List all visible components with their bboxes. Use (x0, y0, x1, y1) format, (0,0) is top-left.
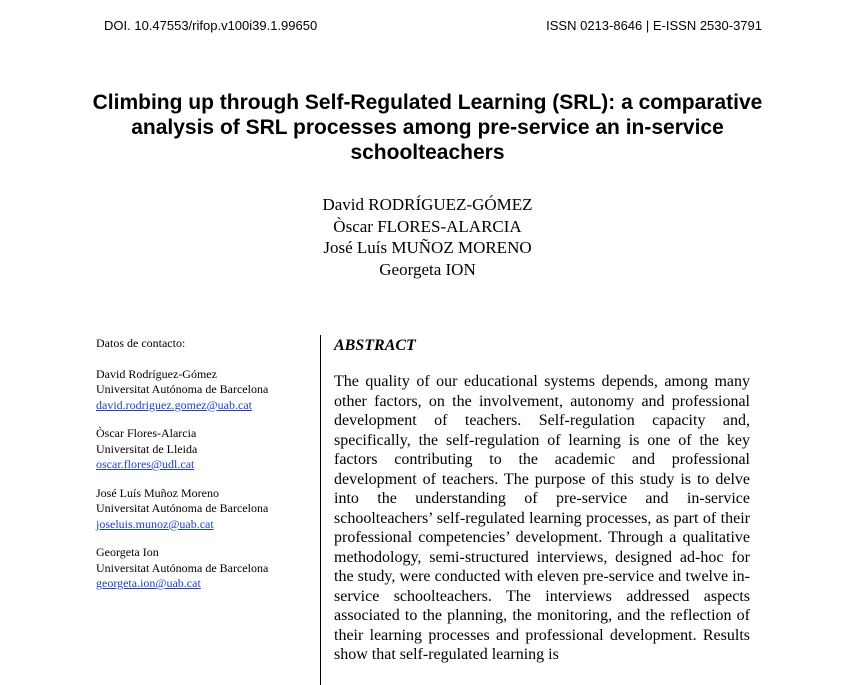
issn-text: ISSN 0213-8646 | E-ISSN 2530-3791 (546, 18, 762, 33)
contact-institution: Universitat Autónoma de Barcelona (96, 382, 269, 396)
author-name: Òscar FLORES-ALARCIA (333, 216, 522, 236)
contact-block (96, 486, 311, 533)
contact-institution: Universitat de Lleida (96, 441, 198, 456)
contact-name: Georgeta Ion (96, 545, 159, 559)
contact-institution: Universitat Autónoma de Barcelona (96, 501, 269, 515)
contact-name: José Luís Muñoz Moreno (96, 485, 219, 500)
contact-details (96, 336, 311, 605)
contact-email-link[interactable]: joseluis.munoz@uab.cat (96, 516, 214, 531)
contact-name: Òscar Flores-Alarcia (96, 426, 197, 440)
contact-email-link[interactable]: georgeta.ion@uab.cat (96, 576, 201, 590)
doi-text: DOI. 10.47553/rifop.v100i39.1.99650 (104, 18, 318, 33)
contact-block (96, 545, 311, 592)
abstract-heading: ABSTRACT (334, 337, 416, 354)
author-name: Georgeta ION (379, 259, 476, 279)
author-name: José Luís MUÑOZ MORENO (323, 238, 532, 257)
contact-name: David Rodríguez-Gómez (96, 366, 217, 381)
abstract-text: The quality of our educational systems depends, among many other factors, on the involvement, autonomy and professional development of teachers. Self-regulation capacity and, specifically, the self-regulation of learning is one of the key factors contributing to the academic and professional development of teachers. The purpose of this study is to delve into the understanding of pre-service and in-service schoolteachers’ self-regulated learning processes, as part of their professional competencies’ development. Through a qualitative methodology, semi-structured interviews, designed ad-hoc for the study, were conducted with eleven pre-service and twelve in-service schoolteachers. The interviews addressed aspects associated to the planning, the monitoring, and the reflection of their learning processes and professional development. Results show that self-regulated learning is (334, 373, 750, 663)
contact-block (96, 367, 311, 414)
contact-email-link[interactable]: oscar.flores@udl.cat (96, 457, 195, 471)
article-title: Climbing up through Self-Regulated Learning (SRL): a comparative analysis of SRL processes among pre-service an in-service schoolteachers (92, 91, 763, 164)
author-name: David RODRÍGUEZ-GÓMEZ (322, 195, 533, 214)
contact-label: Datos de contacto: (96, 336, 186, 350)
contact-institution: Universitat Autónoma de Barcelona (96, 560, 269, 575)
author-list (200, 194, 655, 280)
contact-block (96, 426, 311, 473)
column-divider (320, 335, 321, 685)
contact-email-link[interactable]: david.rodriguez.gomez@uab.cat (96, 397, 252, 412)
